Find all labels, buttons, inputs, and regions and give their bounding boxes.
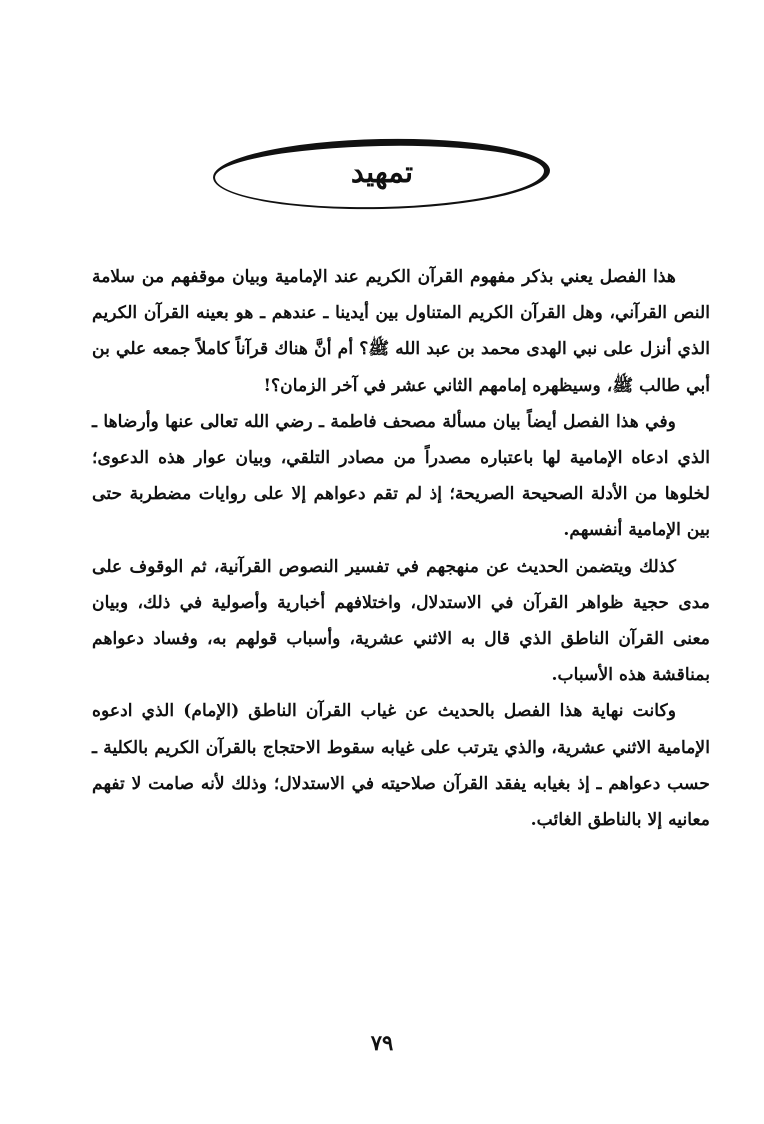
paragraph: وكانت نهاية هذا الفصل بالحديث عن غياب القرآن الناطق (الإمام) الذي ادعوه الإمامية الاثني عشرية، والذي يترتب على غيابه سقوط الاحتجاج بالقرآن الكريم بالكلية ـ حسب دعواهم ـ إذ بغيابه يفقد القرآن صلاحيته في الاستدلال؛ وذلك لأنه صامت لا تفهم معانيه إلا بالناطق الغائب. <box>92 701 710 831</box>
paragraph: وفي هذا الفصل أيضاً بيان مسألة مصحف فاطمة ـ رضي الله تعالى عنها وأرضاها ـ الذي ادعاه الإمامية لها باعتباره مصدراً من مصادر التلقي، وبيان عوار هذه الدعوى؛ لخلوها من الأدلة الصحيحة الصريحة؛ إذ لم تقم دعواهم إلا على روايات مضطربة حتى بين الإمامية أنفسهم. <box>92 411 710 541</box>
chapter-title: تمهيد <box>350 155 414 189</box>
paragraph: هذا الفصل يعني بذكر مفهوم القرآن الكريم عند الإمامية وبيان موقفهم من سلامة النص القرآني، وهل القرآن الكريم المتناول بين أيدينا ـ عندهم ـ هو بعينه القرآن الكريم الذي أنزل على نبي الهدى محمد بن عبد الله ﷺ؟ أم أنَّ هناك قرآناً كاملاً جمعه علي بن أبي طالب ﷺ، وسيظهره إمامهم الثاني عشر في آخر الزمان؟! <box>92 267 710 396</box>
page-number: ٧٩ <box>370 1030 394 1055</box>
body-text <box>92 259 710 838</box>
paragraph: كذلك ويتضمن الحديث عن منهجهم في تفسير النصوص القرآنية، ثم الوقوف على مدى حجية ظواهر القرآن في الاستدلال، واختلافهم أخبارية وأصولية في ذلك، وبيان معنى القرآن الناطق الذي قال به الاثني عشرية، وأسباب قولهم به، وفساد دعواهم بمناقشة هذه الأسباب. <box>92 556 710 686</box>
